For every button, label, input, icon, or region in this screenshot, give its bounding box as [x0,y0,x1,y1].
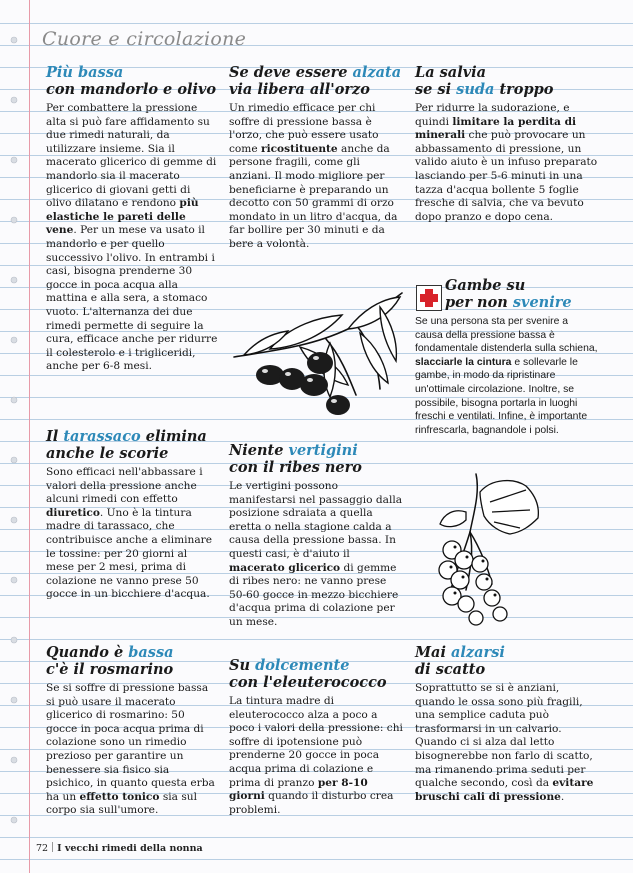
article-body [229,695,405,817]
body-bold: evitare bruschi cali di pressione [415,777,594,803]
heading-line: anche le scorie [46,445,169,462]
heading-line: con mandorlo e olivo [46,81,217,98]
heading-highlight: alzarsi [451,644,505,661]
body-text: Per ridurre la sudorazione, e quindi [415,102,570,128]
body-text: anche da persone fragili, come gli anziani. Il modo migliore per beneficiarne è preparando un decotto con 50 grammi di orzo mondato in un litro d'acqua, da far bollire per 30 minuti e da bere a volontà. [229,142,398,250]
article-heading [46,428,218,462]
article-heading [415,277,598,311]
heading-highlight: dolcemente [255,657,350,674]
article-salvia [415,64,598,224]
heading-highlight: svenire [512,294,572,311]
article-heading [415,644,598,678]
body-bold: diuretico [46,506,100,519]
article-body [46,102,218,374]
heading-highlight: tarassaco [63,428,141,445]
article-body [46,682,218,818]
heading-highlight: alzata [352,64,402,81]
article-gambe-su [415,277,598,437]
body-text: quando il disturbo crea problemi. [229,790,394,816]
heading-line: via libera all'orzo [229,81,370,98]
body-text: . [560,790,565,803]
article-orzo [229,64,405,252]
heading-line: c'è il rosmarino [46,661,174,678]
heading-text: Su [229,657,256,674]
body-bold: ricostituente [261,142,338,155]
article-heading [415,64,598,98]
heading-line: con l'eleuterococco [229,674,387,691]
body-bold: per 8-10 giorni [229,776,368,803]
body-text: Se una persona sta per svenire a causa della pressione bassa è fondamentale distenderla sulla schiena, [415,316,598,355]
heading-text: troppo [494,81,554,98]
heading-text: Quando è [46,644,129,661]
heading-line: di scatto [415,661,486,678]
body-text: Le vertigini possono manifestarsi nel passaggio dalla posizione sdraiata a quella eretta o nella stagione calda a causa della pressione bassa. In questi casi, è d'aiuto il [229,480,403,560]
heading-text: per non [445,294,513,311]
heading-text: Gambe su [445,277,526,294]
body-bold: limitare la perdita di minerali [415,115,577,142]
margin-line [29,0,30,873]
body-text: che può provocare un abbassamento di pressione, un valido aiuto è un infuso preparato lasciando per 5-6 minuti in una tazza d'acqua bollente 5 foglie fresche di salvia, che va bevuto dopo pranzo e dopo cena. [415,129,598,223]
heading-line: con il ribes nero [229,459,362,476]
body-bold: effetto tonico [79,790,160,803]
body-text: di gemme di ribes nero: ne vanno prese 50-60 gocce in mezzo bicchiere d'acqua prima di colazione per un mese. [229,561,399,628]
heading-text: La salvia [415,64,487,81]
page-number: 72 [36,843,49,854]
olive-branch-illustration [230,285,408,435]
article-body [229,480,405,630]
body-text: sia sul corpo sia sull'umore. [46,790,197,817]
heading-text: se si [415,81,457,98]
article-piu-bassa [46,64,218,374]
heading-text: elimina [140,428,207,445]
article-body [415,102,598,224]
body-text: . Uno è la tintura madre di tarassaco, che contribuisce anche a eliminare le tossine: per 20 giorni al mese per 2 mesi, prima di colazione ne vanno prese 50 gocce in un bicchiere d'acqua. [46,506,213,601]
body-text: e sollevarle le gambe, in modo da ripristinare un'ottimale circolazione. Inoltre, se possibile, bisogna portarla in luoghi freschi e ventilati. Infine, è importante rinfrescarla, bagnandole i polsi. [415,356,588,436]
section-title: Cuore e circolazione [42,28,247,50]
article-mai-alzarsi [415,644,598,804]
body-bold: più elastiche le pareti delle vene [46,197,199,237]
heading-highlight: vertigini [288,442,358,459]
article-tarassaco [46,428,218,602]
body-text: Sono efficaci nell'abbassare i valori della pressione anche alcuni rimedi con effetto [46,466,203,506]
article-body [229,102,405,252]
article-body [415,315,598,437]
currant-branch-illustration [430,472,545,632]
article-body [46,466,218,602]
body-text: La tintura madre di eleuterococco alza a poco a poco i valori della pressione: chi soffre di ipotensione può prenderne 20 gocce in poca acqua prima di colazione e prima di pranzo [229,695,403,789]
heading-text: Niente [229,442,289,459]
body-text: Per combattere la pressione alta si può fare affidamento su due rimedi naturali, da utilizzare insieme. Sia il macerato glicerico di gemme di mandorlo sia il macerato glicerico di giovani getti di olivo dilatano e rendono [46,102,217,210]
article-heading [229,657,405,691]
body-bold: slacciarle la cintura [415,356,512,368]
heading-text: Mai [415,644,452,661]
article-heading [46,644,218,678]
publication-name: I vecchi rimedi della nonna [57,843,203,854]
body-text: Un rimedio efficace per chi soffre di pressione bassa è l'orzo, che può essere usato come [229,102,379,155]
article-ribes-nero [229,442,405,630]
heading-highlight: Più bassa [46,64,124,81]
heading-text: Il [46,428,64,445]
heading-highlight: bassa [128,644,174,661]
article-heading [229,442,405,476]
article-rosmarino [46,644,218,818]
heading-highlight: suda [456,81,495,98]
body-text: . Per un mese va usato il mandorlo e per quello successivo l'olivo. In entrambi i casi, bisogna prenderne 30 gocce in poca acqua alla mattina e alla sera, a stomaco vuoto. L'alternanza dei due rimedi permette di seguire la cura, efficace anche per ridurre il colesterolo e i trigliceridi, anche per 6-8 mesi. [46,224,218,373]
article-body [415,682,598,804]
page-footer [36,842,203,854]
body-text: Se si soffre di pressione bassa si può usare il macerato glicerico di rosmarino: 50 gocce in poca acqua prima di colazione sono un rimedio prezioso per garantire un benessere sia fisico sia psichico, in quanto questa erba ha un [46,682,215,803]
body-bold: macerato glicerico [229,561,341,574]
binding-holes [9,0,19,873]
body-text: Soprattutto se si è anziani, quando le ossa sono più fragili, una semplice caduta può trasformarsi in un calvario. Quando ci si alza dal letto bisognerebbe non farlo di scatto, ma rimanendo prima seduti per qualche secondo, così da [415,682,593,790]
article-heading [229,64,405,98]
article-heading [46,64,218,98]
article-eleuterococco [229,657,405,817]
footer-divider [52,842,53,852]
heading-text: Se deve essere [229,64,353,81]
